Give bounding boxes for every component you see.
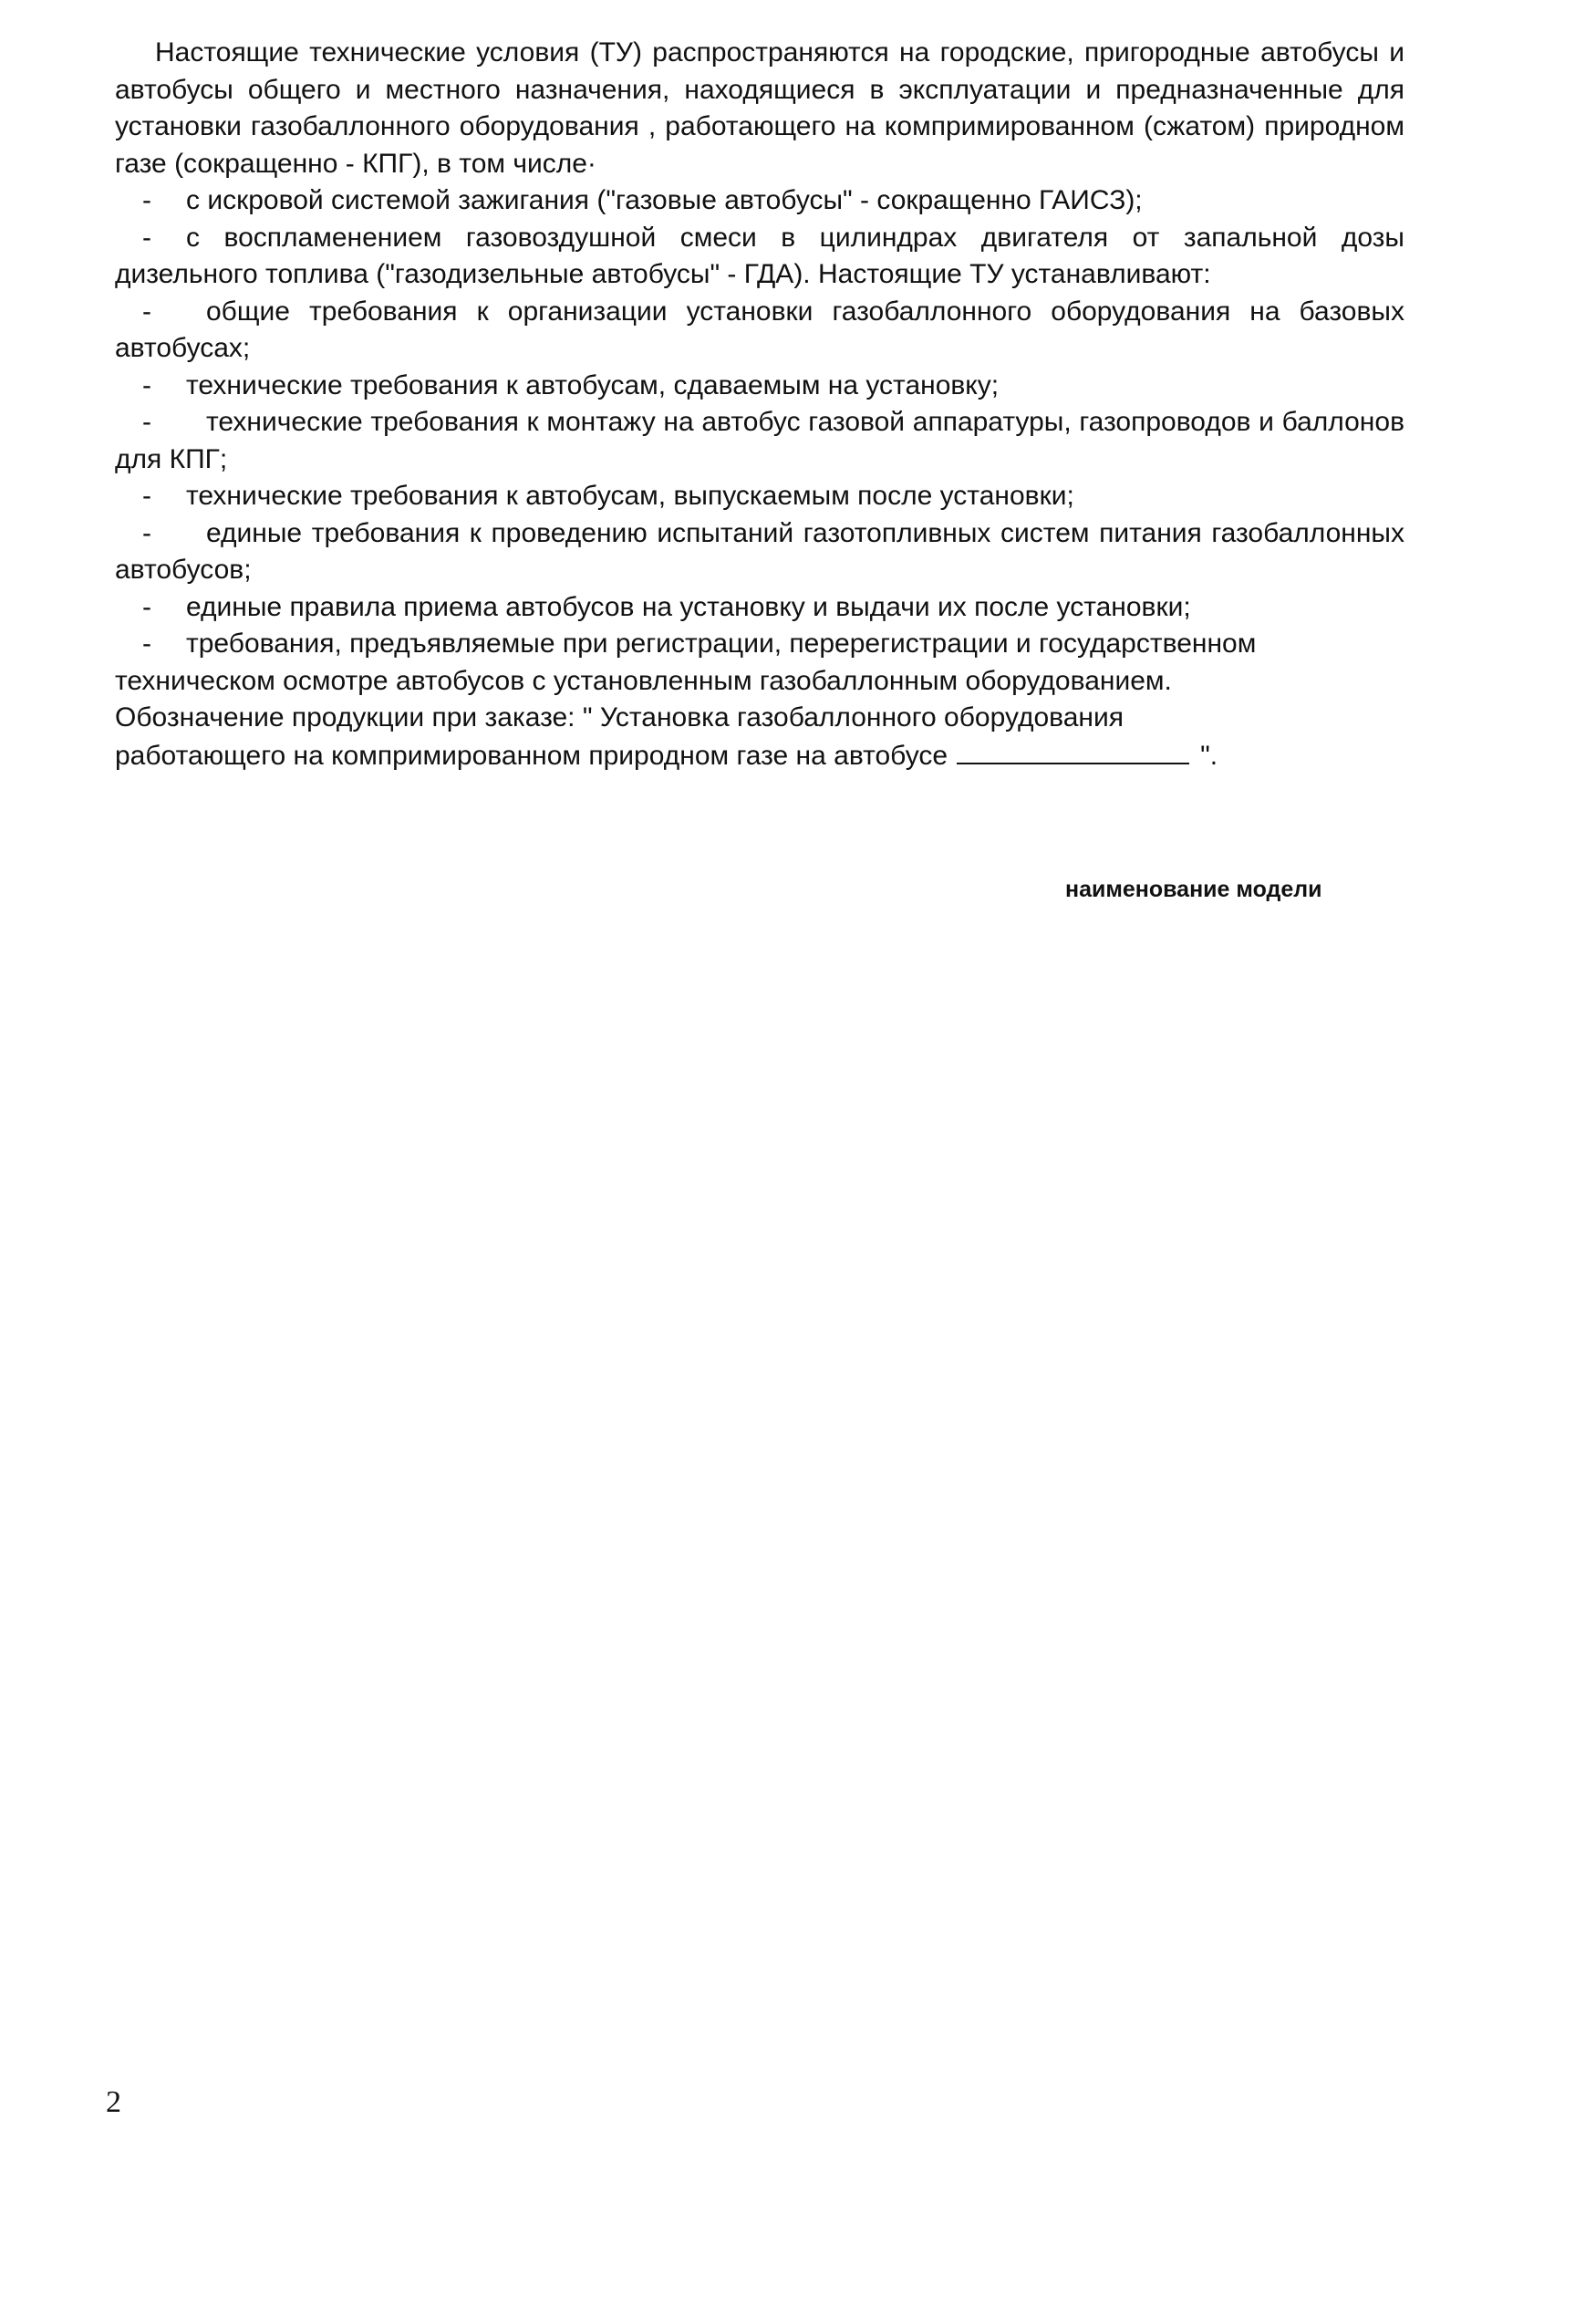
- list-item-gas-diesel: [115, 220, 1404, 294]
- dash-bullet: -: [142, 591, 151, 622]
- list-item-text: общие требования к организации установки газобаллонного оборудования на базовых автобусах;: [115, 296, 1404, 363]
- dash-bullet: -: [142, 517, 151, 548]
- list-item-spark-ignition: [115, 182, 1404, 220]
- dash-bullet: -: [142, 222, 151, 253]
- dash-bullet: -: [142, 185, 151, 215]
- list-item-text: с искровой системой зажигания ("газовые автобусы" - сокращенно ГАИСЗ);: [186, 185, 1143, 215]
- order-designation-close: ".: [1200, 740, 1218, 771]
- dash-bullet: -: [142, 629, 151, 659]
- model-name-blank: [957, 737, 1189, 764]
- list-item-text: технические требования к автобусам, выпускаемым после установки;: [186, 481, 1074, 511]
- order-designation-line-1: Обозначение продукции при заказе: " Установка газобаллонного оборудования: [115, 702, 1124, 733]
- document-body: [115, 35, 1404, 774]
- list-item-text: технические требования к автобусам, сдаваемым на установку;: [186, 369, 1000, 400]
- list-item-general-requirements: [115, 294, 1404, 368]
- list-item-buses-released: [115, 478, 1404, 515]
- intro-paragraph: Настоящие технические условия (ТУ) распространяются на городские, пригородные автобусы и автобусы общего и местного назначения, находящиеся в эксплуатации и предназначенные для установки газобаллонного оборудования , работающего на компримированном (сжатом) природном газе (сокращенно - КПГ), в том числе·: [115, 37, 1404, 179]
- page-number: 2: [106, 2085, 121, 2119]
- list-item-mounting-requirements: [115, 404, 1404, 478]
- list-item-text: технические требования к монтажу на автобус газовой аппаратуры, газопроводов и баллонов для КПГ;: [115, 407, 1404, 474]
- order-designation-text: работающего на компримированном природном газе на автобусе: [115, 740, 948, 771]
- list-item-text: единые правила приема автобусов на установку и выдачи их после установки;: [186, 591, 1191, 622]
- list-item-text: требования, предъявляемые при регистрации, перерегистрации и государственном техническом осмотре автобусов с установленным газобаллонным оборудованием.: [115, 629, 1257, 696]
- order-designation-line-2: [115, 737, 1404, 775]
- list-item-acceptance-rules: [115, 589, 1404, 627]
- dash-bullet: -: [142, 296, 151, 327]
- list-item-text: с воспламенением газовоздушной смеси в цилиндрах двигателя от запальной дозы дизельного топлива ("газодизельные автобусы" - ГДА). Настоящие ТУ устанавливают:: [115, 222, 1404, 289]
- list-item-text: единые требования к проведению испытаний газотопливных систем питания газобаллонных автобусов;: [115, 517, 1404, 585]
- dash-bullet: -: [142, 407, 151, 437]
- dash-bullet: -: [142, 481, 151, 511]
- model-name-caption: наименование модели: [1065, 877, 1322, 902]
- list-item-testing-requirements: [115, 515, 1404, 589]
- list-item-buses-handed-over: [115, 368, 1404, 405]
- dash-bullet: -: [142, 369, 151, 400]
- list-item-registration-requirements: [115, 626, 1404, 700]
